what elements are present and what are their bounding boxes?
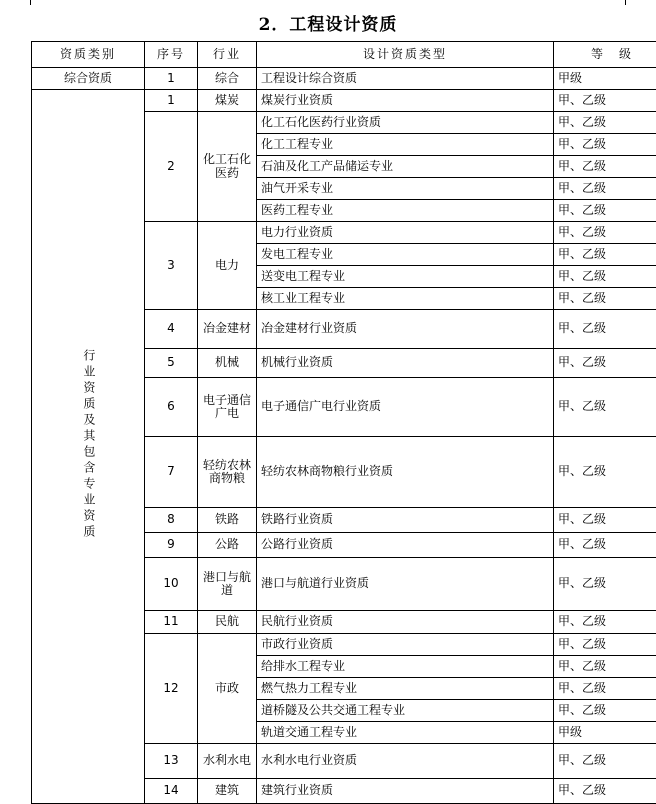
row-industry: 铁路 — [198, 508, 257, 533]
row-industry: 轻纺农林商物粮 — [198, 437, 257, 508]
row-no: 13 — [145, 744, 198, 779]
row-level: 甲、乙级 — [554, 90, 656, 112]
row-type: 市政行业资质 — [257, 634, 554, 656]
row-industry: 民航 — [198, 611, 257, 634]
header-category: 资质类别 — [32, 42, 145, 68]
row-no: 1 — [145, 68, 198, 90]
row-industry: 市政 — [198, 634, 257, 744]
row-industry: 煤炭 — [198, 90, 257, 112]
row-industry: 港口与航道 — [198, 558, 257, 611]
row-industry: 化工石化医药 — [198, 112, 257, 222]
row-no: 6 — [145, 378, 198, 437]
table-body — [32, 68, 656, 804]
row-type: 铁路行业资质 — [257, 508, 554, 533]
row-no: 14 — [145, 779, 198, 804]
row-no: 1 — [145, 90, 198, 112]
row-type: 电子通信广电行业资质 — [257, 378, 554, 437]
row-level: 甲、乙级 — [554, 437, 656, 508]
row-type: 冶金建材行业资质 — [257, 310, 554, 349]
row-type: 轨道交通工程专业 — [257, 722, 554, 744]
row-level: 甲、乙级 — [554, 112, 656, 134]
header-design-type: 设计资质类型 — [257, 42, 554, 68]
row-no: 4 — [145, 310, 198, 349]
row-level: 甲、乙级 — [554, 508, 656, 533]
category-industry: 行业资质及其包含专业资质 — [32, 90, 145, 804]
row-industry: 电力 — [198, 222, 257, 310]
row-type: 道桥隧及公共交通工程专业 — [257, 700, 554, 722]
row-type: 燃气热力工程专业 — [257, 678, 554, 700]
row-level: 甲、乙级 — [554, 200, 656, 222]
row-no: 3 — [145, 222, 198, 310]
row-level: 甲、乙级 — [554, 611, 656, 634]
row-type: 发电工程专业 — [257, 244, 554, 266]
row-level: 甲级 — [554, 722, 656, 744]
row-type: 工程设计综合资质 — [257, 68, 554, 90]
row-level: 甲、乙级 — [554, 779, 656, 804]
row-level: 甲、乙级 — [554, 700, 656, 722]
row-level: 甲、乙级 — [554, 558, 656, 611]
row-industry: 综合 — [198, 68, 257, 90]
row-level: 甲、乙级 — [554, 178, 656, 200]
row-type: 机械行业资质 — [257, 349, 554, 378]
row-level: 甲、乙级 — [554, 634, 656, 656]
row-level: 甲、乙级 — [554, 134, 656, 156]
row-type: 民航行业资质 — [257, 611, 554, 634]
row-no: 12 — [145, 634, 198, 744]
row-no: 9 — [145, 533, 198, 558]
row-level: 甲级 — [554, 68, 656, 90]
row-level: 甲、乙级 — [554, 656, 656, 678]
row-type: 公路行业资质 — [257, 533, 554, 558]
row-industry: 水利水电 — [198, 744, 257, 779]
row-level: 甲、乙级 — [554, 744, 656, 779]
row-type: 油气开采专业 — [257, 178, 554, 200]
row-level: 甲、乙级 — [554, 678, 656, 700]
table-row — [32, 68, 656, 90]
table-header-row — [32, 42, 656, 68]
page-title: 2．工程设计资质 — [0, 10, 656, 35]
row-no: 2 — [145, 112, 198, 222]
row-level: 甲、乙级 — [554, 266, 656, 288]
row-type: 电力行业资质 — [257, 222, 554, 244]
row-type: 送变电工程专业 — [257, 266, 554, 288]
row-industry: 机械 — [198, 349, 257, 378]
row-level: 甲、乙级 — [554, 222, 656, 244]
row-no: 11 — [145, 611, 198, 634]
row-type: 水利水电行业资质 — [257, 744, 554, 779]
row-type: 港口与航道行业资质 — [257, 558, 554, 611]
row-level: 甲、乙级 — [554, 244, 656, 266]
row-level: 甲、乙级 — [554, 288, 656, 310]
row-type: 给排水工程专业 — [257, 656, 554, 678]
row-level: 甲、乙级 — [554, 349, 656, 378]
row-type: 建筑行业资质 — [257, 779, 554, 804]
qualification-table — [31, 41, 656, 804]
row-industry: 电子通信广电 — [198, 378, 257, 437]
table-header — [32, 42, 656, 68]
row-no: 10 — [145, 558, 198, 611]
row-type: 石油及化工产品储运专业 — [257, 156, 554, 178]
row-level: 甲、乙级 — [554, 378, 656, 437]
row-level: 甲、乙级 — [554, 310, 656, 349]
page-top-border — [30, 0, 626, 5]
row-no: 5 — [145, 349, 198, 378]
header-no: 序号 — [145, 42, 198, 68]
header-level: 等 级 — [554, 42, 656, 68]
row-type: 化工石化医药行业资质 — [257, 112, 554, 134]
row-industry: 建筑 — [198, 779, 257, 804]
row-level: 甲、乙级 — [554, 156, 656, 178]
header-industry: 行业 — [198, 42, 257, 68]
row-type: 轻纺农林商物粮行业资质 — [257, 437, 554, 508]
category-comprehensive: 综合资质 — [32, 68, 145, 90]
row-type: 医药工程专业 — [257, 200, 554, 222]
row-no: 7 — [145, 437, 198, 508]
table-row — [32, 90, 656, 112]
row-type: 核工业工程专业 — [257, 288, 554, 310]
row-type: 煤炭行业资质 — [257, 90, 554, 112]
row-type: 化工工程专业 — [257, 134, 554, 156]
row-no: 8 — [145, 508, 198, 533]
row-industry: 公路 — [198, 533, 257, 558]
row-level: 甲、乙级 — [554, 533, 656, 558]
row-industry: 冶金建材 — [198, 310, 257, 349]
